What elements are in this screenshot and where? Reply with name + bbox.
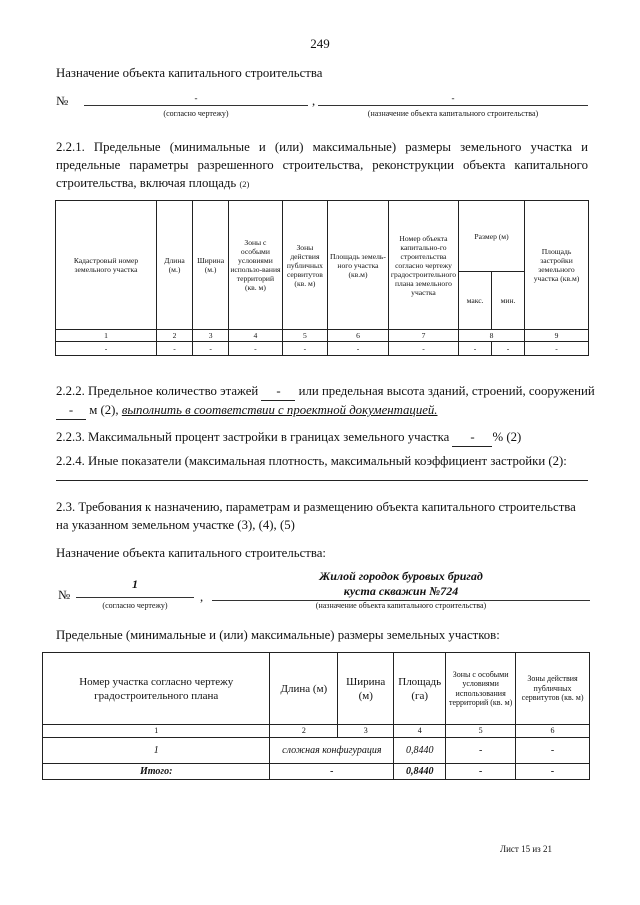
- header-plot-number: Номер участка согласно чертежу градостроительного плана: [43, 653, 270, 725]
- total-servitude: -: [516, 764, 590, 780]
- number-field: -: [84, 91, 308, 106]
- paragraph-2-2-1: 2.2.1. Предельные (минимальные и (или) максимальные) размеры земельного участка и предельные параметры разрешенного строительства, реконструкции объекта капитального строительства, включая площадь (2): [56, 140, 588, 190]
- size-cell: сложная конфигурация: [270, 738, 394, 764]
- paragraph-2-3: 2.3. Требования к назначению, параметрам и размещению объекта капитального строительства на указанном земельном участке (3), (4), (5): [56, 500, 576, 532]
- table-cell: -: [229, 342, 283, 356]
- header-size: Размер (м): [459, 201, 525, 272]
- col-num: 7: [388, 330, 458, 342]
- table-cell: -: [492, 342, 525, 356]
- header-servitude: Зоны действия публичных сервитутов (кв. м): [282, 201, 327, 330]
- comma: ,: [312, 94, 316, 108]
- number-label: №: [56, 94, 69, 108]
- col-num: 6: [328, 330, 389, 342]
- caption-drawing: (согласно чертежу): [163, 109, 229, 118]
- servitude-cell: -: [516, 738, 590, 764]
- header-built-area: Площадь застройки земельного участка (кв.м): [525, 201, 589, 330]
- header-cadastral: Кадастровый номер земельного участка: [56, 201, 157, 330]
- caption-purpose-2: (назначение объекта капитального строительства): [315, 601, 487, 610]
- col-num: 2: [157, 330, 193, 342]
- col-num: 3: [338, 725, 394, 738]
- header-min: мин.: [492, 272, 525, 330]
- area-cell: 0,8440: [394, 738, 446, 764]
- header-zones: Зоны с особыми условиями использования территорий (кв. м): [446, 653, 516, 725]
- purpose-field: -: [318, 91, 588, 106]
- header-area: Площадь (га): [394, 653, 446, 725]
- col-num: 1: [56, 330, 157, 342]
- purpose-value-line-1: Жилой городок буровых бригад: [319, 569, 483, 583]
- paragraph-2-2-4: 2.2.4. Иные показатели (максимальная плотность, максимальный коэффициент застройки (2):: [56, 454, 567, 468]
- page-number: 249: [310, 36, 330, 51]
- col-num: 5: [282, 330, 327, 342]
- paragraph-2-2-2: 2.2.2. Предельное количество этажей - или предельная высота зданий, строений, сооружений - м (2), выполнить в соответствии с проектной документацией.: [56, 382, 596, 420]
- table-cell: -: [282, 342, 327, 356]
- header-max: макс.: [459, 272, 492, 330]
- col-num: 5: [446, 725, 516, 738]
- total-zones: -: [446, 764, 516, 780]
- object-number: 1: [76, 577, 194, 598]
- total-label: Итого:: [43, 764, 270, 780]
- col-num: 6: [516, 725, 590, 738]
- purpose-heading-2: Назначение объекта капитального строительства:: [56, 546, 326, 560]
- header-width: Ширина (м.): [193, 201, 229, 330]
- comma-2: ,: [200, 590, 204, 604]
- plots-table: [42, 652, 590, 780]
- sheet-footer: Лист 15 из 21: [500, 844, 552, 854]
- header-servitude: Зоны действия публичных сервитутов (кв. м): [516, 653, 590, 725]
- table-cell: -: [56, 342, 157, 356]
- parameters-table: [55, 200, 589, 356]
- col-num: 8: [459, 330, 525, 342]
- purpose-value-line-2: куста скважин №724: [212, 584, 590, 601]
- header-object-number: Номер объекта капитально-го строительства согласно чертежу градостроительного плана земельного участка: [388, 201, 458, 330]
- plot-number-cell: 1: [43, 738, 270, 764]
- col-num: 3: [193, 330, 229, 342]
- table-cell: -: [157, 342, 193, 356]
- total-area: 0,8440: [394, 764, 446, 780]
- number-label-2: №: [58, 588, 71, 602]
- sizes-heading: Предельные (минимальные и (или) максимальные) размеры земельных участков:: [56, 628, 500, 642]
- table-cell: -: [388, 342, 458, 356]
- rule-line: [56, 480, 588, 481]
- header-length: Длина (м.): [157, 201, 193, 330]
- purpose-heading: Назначение объекта капитального строительства: [56, 66, 323, 80]
- total-size: -: [270, 764, 394, 780]
- col-num: 9: [525, 330, 589, 342]
- col-num: 4: [229, 330, 283, 342]
- table-cell: -: [525, 342, 589, 356]
- table-cell: -: [459, 342, 492, 356]
- caption-drawing-2: (согласно чертежу): [102, 601, 168, 610]
- col-num: 2: [270, 725, 338, 738]
- caption-purpose: (назначение объекта капитального строительства): [367, 109, 539, 118]
- col-num: 1: [43, 725, 270, 738]
- table-cell: -: [328, 342, 389, 356]
- header-area: Площадь земель-ного участка (кв.м): [328, 201, 389, 330]
- table-cell: -: [193, 342, 229, 356]
- col-num: 4: [394, 725, 446, 738]
- header-length: Длина (м): [270, 653, 338, 725]
- paragraph-2-2-3: 2.2.3. Максимальный процент застройки в границах земельного участка - % (2): [56, 428, 596, 447]
- zones-cell: -: [446, 738, 516, 764]
- header-zones: Зоны с особыми условиями использо-вания территорий (кв. м): [229, 201, 283, 330]
- header-width: Ширина (м): [338, 653, 394, 725]
